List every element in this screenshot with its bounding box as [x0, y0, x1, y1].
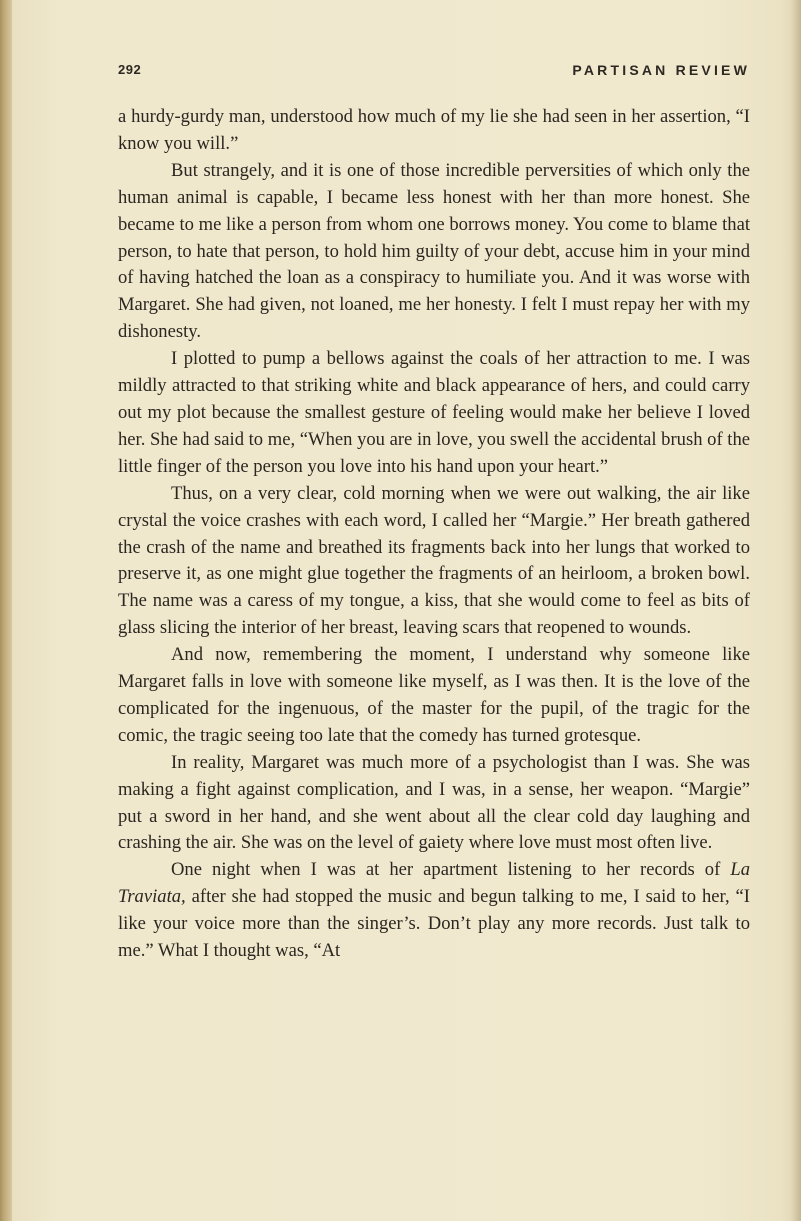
opera-title: La Traviata,: [118, 859, 750, 908]
paragraph-text: after she had stopped the music and begun talking to me, I said to her, “I like your voice more than the singer’s. Don’t play any more records. Just talk to me.” What I thought was, “At: [118, 886, 750, 962]
running-head: PARTISAN REVIEW: [572, 62, 750, 78]
paragraph: [118, 857, 750, 965]
body-text: [118, 104, 750, 965]
paragraph-text: One night when I was at her apartment listening to her records of: [171, 859, 731, 881]
page-header: [118, 62, 750, 86]
paragraph: But strangely, and it is one of those incredible perversities of which only the human animal is capable, I became less honest with her than more honest. She became to me like a person from whom one borrows money. You come to blame that person, to hate that person, to hold him guilty of your debt, accuse him in your mind of having hatched the loan as a conspiracy to humiliate you. And it was worse with Margaret. She had given, not loaned, me her honesty. I felt I must repay her with my dishonesty.: [118, 159, 750, 343]
paragraph-continued: a hurdy-gurdy man, understood how much of my lie she had seen in her assertion, “I know you will.”: [118, 106, 750, 154]
paragraph: I plotted to pump a bellows against the coals of her attraction to me. I was mildly attracted to that striking white and black appearance of hers, and could carry out my plot because the smallest gesture of feeling would make her believe I loved her. She had said to me, “When you are in love, you swell the accidental brush of the little finger of the person you love into his hand upon your heart.”: [118, 348, 750, 477]
paragraph: And now, remembering the moment, I understand why someone like Margaret falls in love with someone like myself, as I was then. It is the love of the complicated for the ingenuous, of the master for the pupil, of the tragic for the comic, the tragic seeing too late that the comedy has turned grotesque.: [118, 644, 750, 746]
paragraph: In reality, Margaret was much more of a psychologist than I was. She was making a fight against complication, and I was, in a sense, her weapon. “Margie” put a sword in her hand, and she went about all the clear cold day laughing and crashing the air. She was on the level of gaiety where love must most often live.: [118, 751, 750, 854]
book-spine-shadow: [0, 0, 12, 1221]
page-number: 292: [118, 62, 142, 77]
page-edge-shadow: [791, 0, 801, 1221]
paragraph: Thus, on a very clear, cold morning when we were out walking, the air like crystal the voice crashes with each word, I called her “Margie.” Her breath gathered the crash of the name and breathed its fragments back into her lungs that worked to preserve it, as one might glue together the fragments of an heirloom, a broken bowl. The name was a caress of my tongue, a kiss, that she would come to feel as bits of glass slicing the interior of her breast, leaving scars that reopened to wounds.: [118, 482, 750, 639]
